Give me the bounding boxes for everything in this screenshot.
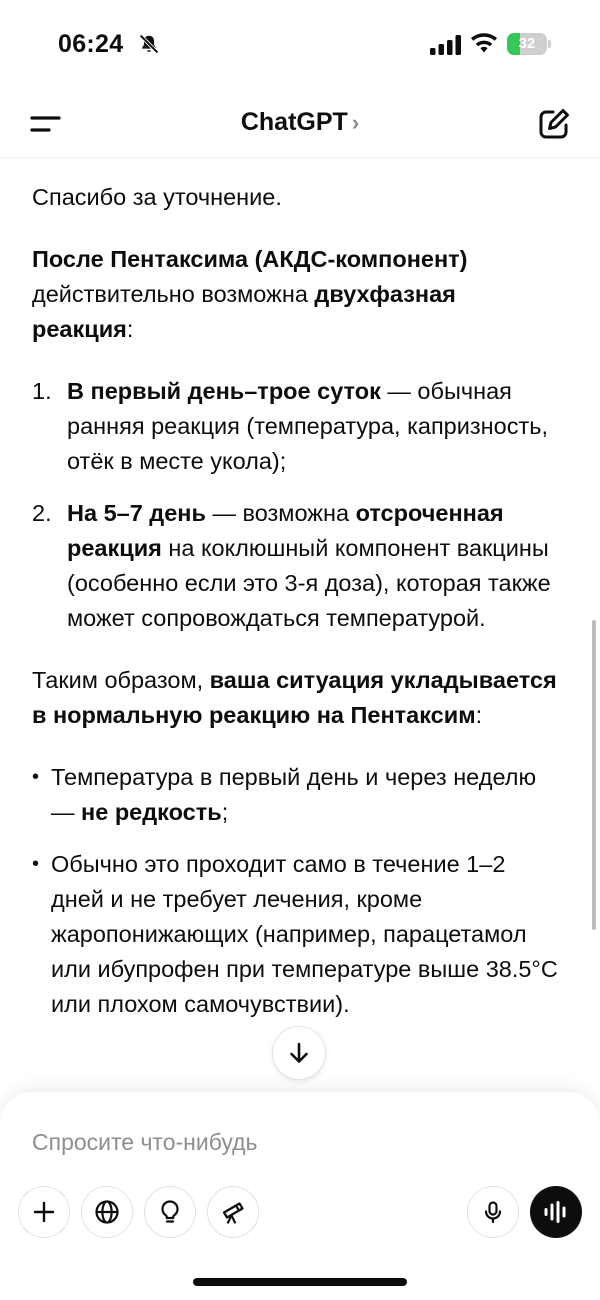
- battery-indicator: [507, 33, 551, 55]
- attach-button[interactable]: [18, 1186, 70, 1238]
- dictate-button[interactable]: [467, 1186, 519, 1238]
- message-paragraph: Спасибо за уточнение.: [32, 184, 282, 210]
- composer: [0, 1092, 600, 1300]
- microphone-icon: [481, 1200, 505, 1224]
- new-chat-button[interactable]: [536, 106, 572, 142]
- voice-mode-button[interactable]: [530, 1186, 582, 1238]
- chevron-right-icon: ›: [351, 110, 360, 135]
- compose-icon: [536, 106, 572, 142]
- deep-research-button[interactable]: [207, 1186, 259, 1238]
- wifi-icon: [470, 32, 498, 54]
- battery-level: 32: [518, 35, 536, 52]
- app-title: ChatGPT: [240, 108, 348, 136]
- ordered-list: [32, 374, 562, 636]
- arrow-down-icon: [286, 1040, 312, 1066]
- status-bar: [0, 0, 600, 90]
- globe-icon: [94, 1199, 120, 1225]
- list-item: • Температура в первый день и через неделю — не редкость;: [32, 764, 537, 825]
- home-indicator[interactable]: [193, 1278, 407, 1286]
- plus-icon: [32, 1200, 56, 1224]
- telescope-icon: [220, 1199, 246, 1225]
- list-item: 2. На 5–7 день — возможна отсроченная реакция на коклюшный компонент вакцины (особенно если это 3-я доза), которая также может сопровождаться температурой.: [32, 500, 551, 631]
- message-paragraph: Таким образом, ваша ситуация укладывается в нормальную реакцию на Пентаксим:: [32, 667, 557, 728]
- scrollbar[interactable]: [592, 620, 596, 930]
- scroll-to-bottom-button[interactable]: [272, 1026, 326, 1080]
- status-time: 06:24: [58, 30, 124, 58]
- bell-muted-icon: [138, 33, 160, 55]
- message-paragraph: После Пентаксима (АКДС-компонент) действительно возможна двухфазная реакция:: [32, 246, 468, 342]
- bullet-list: [32, 760, 562, 1022]
- reason-button[interactable]: [144, 1186, 196, 1238]
- list-item: 1. В первый день–трое суток — обычная ранняя реакция (температура, капризность, отёк в месте укола);: [32, 378, 548, 474]
- cellular-signal-icon: [430, 35, 462, 55]
- list-item: • Обычно это проходит само в течение 1–2 дней и не требует лечения, кроме жаропонижающих (например, парацетамол или ибупрофен при температуре выше 38.5°C или плохом самочувствии).: [32, 851, 558, 1017]
- web-search-button[interactable]: [81, 1186, 133, 1238]
- model-selector[interactable]: [0, 108, 600, 137]
- message-input[interactable]: [32, 1122, 552, 1162]
- lightbulb-icon: [157, 1199, 183, 1225]
- waveform-icon: [542, 1200, 570, 1224]
- assistant-message: [32, 180, 562, 1090]
- app-header: [0, 90, 600, 158]
